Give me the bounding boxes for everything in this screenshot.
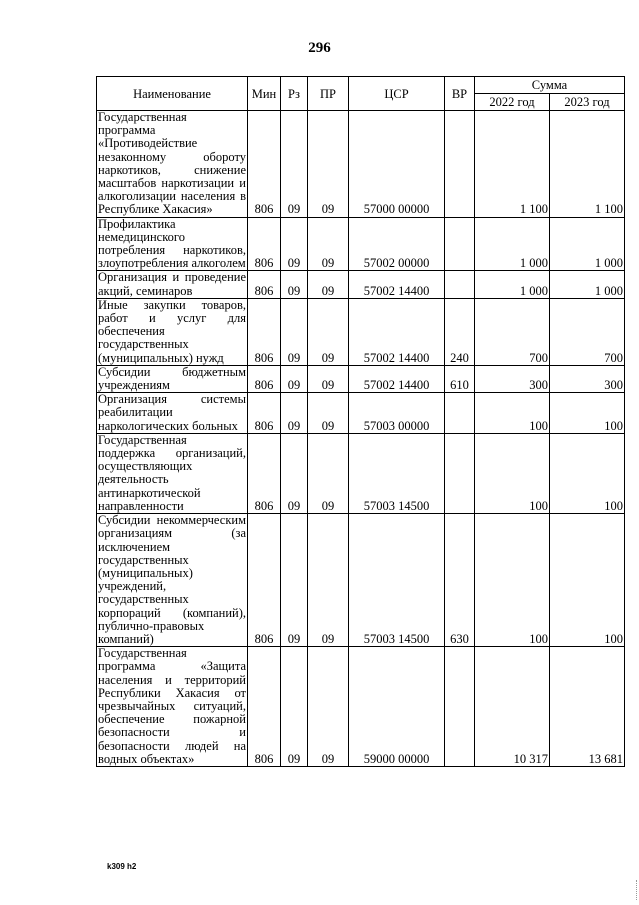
- row-rz: 09: [281, 514, 308, 647]
- row-name: Профилактика немедицинского потребления наркотиков, злоупотребления алкоголем: [98, 216, 246, 271]
- budget-table: [96, 76, 625, 767]
- table-row: [97, 271, 625, 298]
- row-sum-2022: 1 100: [475, 111, 550, 218]
- header-name: Наименование: [97, 77, 248, 111]
- row-vr: 630: [445, 514, 475, 647]
- row-pr: 09: [308, 393, 349, 434]
- row-sum-2023: 100: [550, 393, 625, 434]
- scan-edge-mark: [624, 880, 637, 900]
- row-min: 806: [248, 365, 281, 392]
- row-rz: 09: [281, 111, 308, 218]
- row-sum-2022: 1 000: [475, 271, 550, 298]
- table-row: [97, 365, 625, 392]
- row-rz: 09: [281, 365, 308, 392]
- row-csr: 57003 14500: [349, 433, 445, 513]
- row-sum-2023: 100: [550, 433, 625, 513]
- table-row: [97, 298, 625, 365]
- row-rz: 09: [281, 433, 308, 513]
- header-pr: ПР: [308, 77, 349, 111]
- table-row: [97, 647, 625, 767]
- row-pr: 09: [308, 433, 349, 513]
- row-sum-2023: 1 000: [550, 217, 625, 271]
- row-pr: 09: [308, 365, 349, 392]
- row-vr: [445, 647, 475, 767]
- row-rz: 09: [281, 298, 308, 365]
- row-min: 806: [248, 514, 281, 647]
- row-csr: 57003 14500: [349, 514, 445, 647]
- header-year-2023: 2023 год: [550, 94, 625, 111]
- row-pr: 09: [308, 514, 349, 647]
- table-row: [97, 514, 625, 647]
- row-sum-2022: 100: [475, 433, 550, 513]
- row-name: Иные закупки товаров, работ и услуг для обеспечения государственных (муниципальных) нужд: [98, 297, 246, 365]
- row-sum-2022: 300: [475, 365, 550, 392]
- row-vr: 240: [445, 298, 475, 365]
- row-min: 806: [248, 647, 281, 767]
- header-min: Мин: [248, 77, 281, 111]
- table-row: [97, 111, 625, 218]
- header-vr: ВР: [445, 77, 475, 111]
- row-sum-2023: 700: [550, 298, 625, 365]
- row-sum-2022: 100: [475, 514, 550, 647]
- row-csr: 57002 14400: [349, 365, 445, 392]
- row-vr: 610: [445, 365, 475, 392]
- table-body: [97, 111, 625, 767]
- row-name: Государственная поддержка организаций, осуществляющих деятельность антинаркотической направленности: [98, 432, 246, 513]
- row-pr: 09: [308, 217, 349, 271]
- row-pr: 09: [308, 111, 349, 218]
- row-vr: [445, 393, 475, 434]
- row-name: Организация системы реабилитации наркологических больных: [98, 392, 246, 433]
- row-csr: 57003 00000: [349, 393, 445, 434]
- row-vr: [445, 433, 475, 513]
- row-min: 806: [248, 217, 281, 271]
- footer-code: k309 h2: [107, 862, 137, 871]
- row-name: Организация и проведение акций, семинаров: [98, 270, 246, 298]
- row-vr: [445, 217, 475, 271]
- page-number: 296: [308, 40, 331, 56]
- row-pr: 09: [308, 298, 349, 365]
- row-rz: 09: [281, 217, 308, 271]
- row-csr: 57000 00000: [349, 111, 445, 218]
- row-csr: 57002 14400: [349, 298, 445, 365]
- row-rz: 09: [281, 271, 308, 298]
- row-csr: 59000 00000: [349, 647, 445, 767]
- row-pr: 09: [308, 647, 349, 767]
- header-sum: Сумма: [475, 77, 625, 94]
- row-name: Государственная программа «Противодействие незаконному обороту наркотиков, снижение масштабов наркотизации и алкоголизации населения в Республике Хакасия»: [98, 110, 246, 217]
- row-sum-2023: 300: [550, 365, 625, 392]
- row-rz: 09: [281, 647, 308, 767]
- row-sum-2022: 1 000: [475, 217, 550, 271]
- header-rz: Рз: [281, 77, 308, 111]
- row-sum-2023: 1 000: [550, 271, 625, 298]
- row-min: 806: [248, 433, 281, 513]
- row-pr: 09: [308, 271, 349, 298]
- row-csr: 57002 14400: [349, 271, 445, 298]
- table-row: [97, 217, 625, 271]
- row-sum-2022: 700: [475, 298, 550, 365]
- row-sum-2022: 100: [475, 393, 550, 434]
- row-sum-2023: 13 681: [550, 647, 625, 767]
- row-min: 806: [248, 111, 281, 218]
- row-min: 806: [248, 393, 281, 434]
- row-name: Субсидии бюджетным учреждениям: [98, 364, 246, 393]
- header-csr: ЦСР: [349, 77, 445, 111]
- row-vr: [445, 271, 475, 298]
- row-name: Субсидии некоммерческим организациям (за исключением государственных (муниципальных) учреждений, государственных корпораций (компаний), публично-правовых компаний): [98, 513, 246, 646]
- row-min: 806: [248, 271, 281, 298]
- row-rz: 09: [281, 393, 308, 434]
- row-sum-2023: 100: [550, 514, 625, 647]
- row-min: 806: [248, 298, 281, 365]
- table-row: [97, 393, 625, 434]
- table-row: [97, 433, 625, 513]
- row-name: Государственная программа «Защита населения и территорий Республики Хакасия от чрезвычайных ситуаций, обеспечение пожарной безопасности и безопасности людей на водных объектах»: [98, 646, 246, 766]
- row-vr: [445, 111, 475, 218]
- row-sum-2023: 1 100: [550, 111, 625, 218]
- header-year-2022: 2022 год: [475, 94, 550, 111]
- row-sum-2022: 10 317: [475, 647, 550, 767]
- row-csr: 57002 00000: [349, 217, 445, 271]
